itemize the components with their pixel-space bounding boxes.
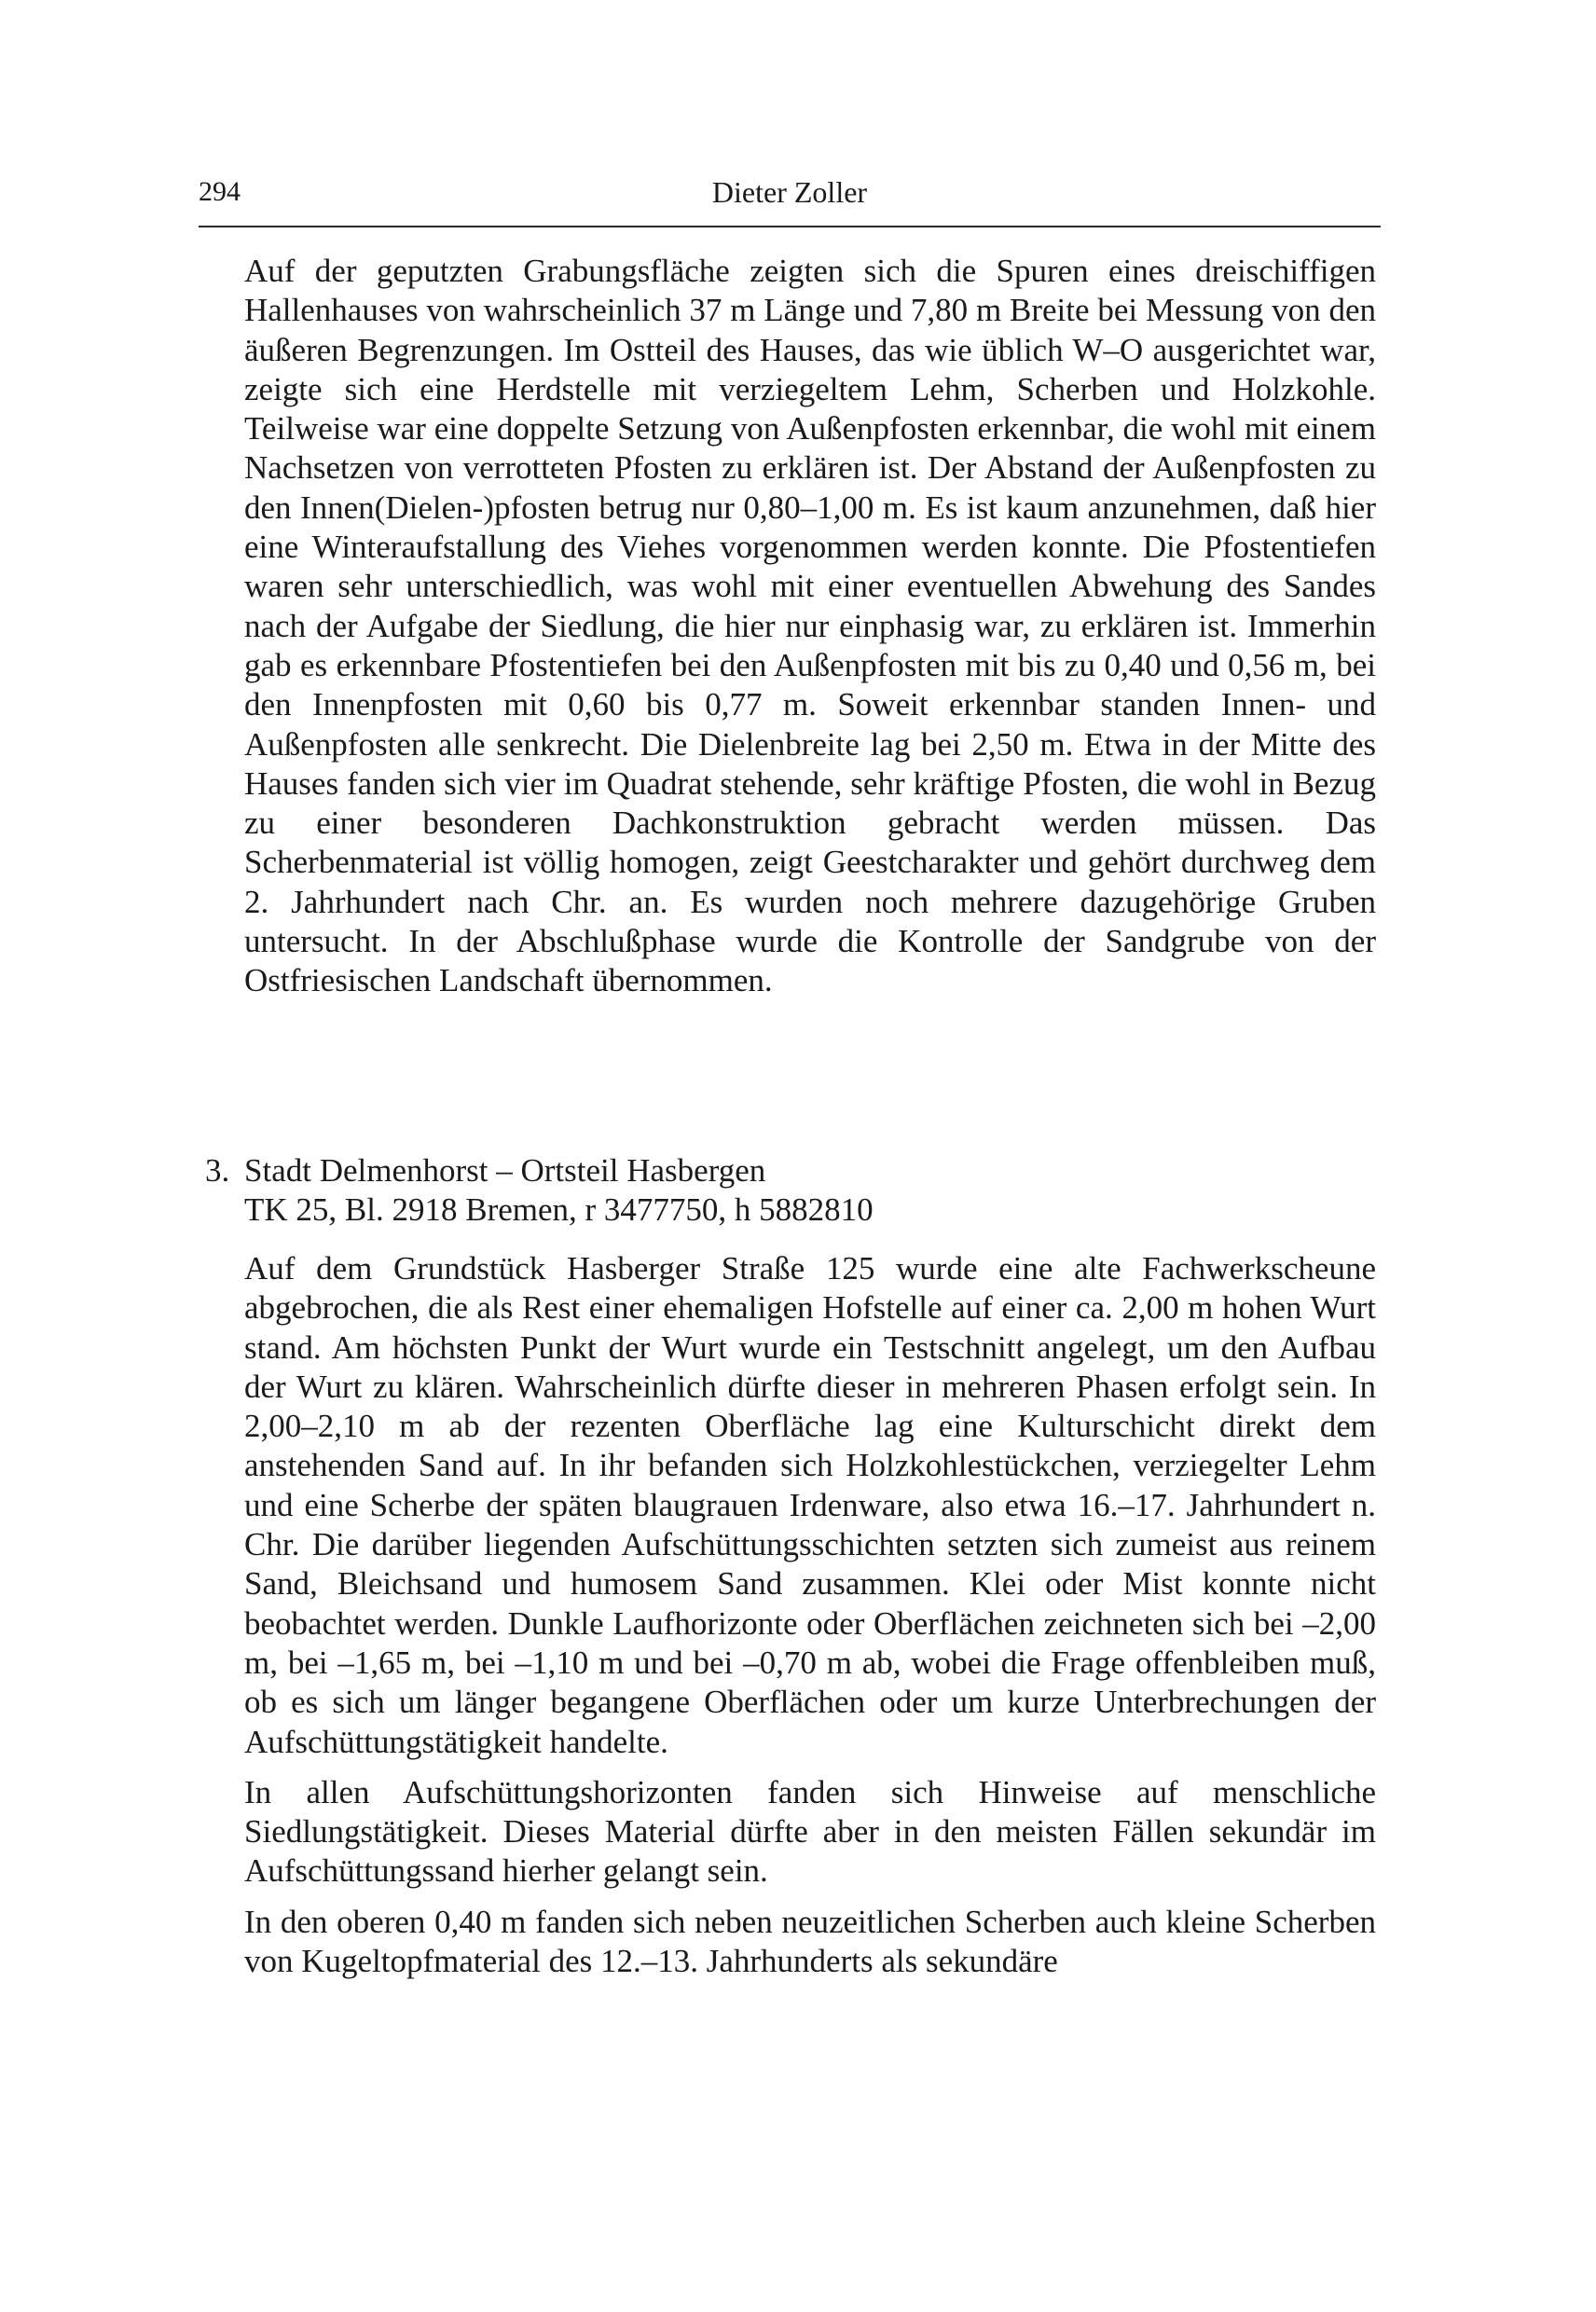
section-heading-lines (244, 1151, 874, 1231)
page-header (199, 173, 1381, 227)
section-number: 3. (205, 1152, 230, 1189)
paragraph: In allen Aufschüttungshorizonten fanden sich Hinweise auf menschliche Siedlungstätigkeit. Dieses Material dürfte aber in den meisten Fällen sekundär im Aufschüttungssand hierher gelangt sein. (244, 1773, 1376, 1890)
paragraph: Auf der geputzten Grabungsfläche zeigten sich die Spuren eines dreischiffigen Hallenhauses von wahrscheinlich 37 m Länge und 7,80 m Breite bei Messung von den äußeren Begrenzungen. Im Ostteil des Hauses, das wie üblich W–O ausgerichtet war, zeigte sich eine Herdstelle mit verziegeltem Lehm, Scherben und Holzkohle. Teilweise war eine doppelte Setzung von Außenpfosten erkennbar, die wohl mit einem Nachsetzen von verrotteten Pfosten zu erklären ist. Der Abstand der Außenpfosten zu den Innen(Dielen-)pfosten betrug nur 0,80–1,00 m. Es ist kaum anzunehmen, daß hier eine Winteraufstallung des Viehes vorgenommen werden konnte. Die Pfostentiefen waren sehr unterschiedlich, was wohl mit einer eventuellen Abwehung des Sandes nach der Aufgabe der Siedlung, die hier nur einphasig war, zu erklären ist. Immerhin gab es erkennbare Pfostentiefen bei den Außenpfosten mit bis zu 0,40 und 0,56 m, bei den Innenpfosten mit 0,60 bis 0,77 m. Soweit erkennbar standen Innen- und Außenpfosten alle senkrecht. Die Dielenbreite lag bei 2,50 m. Etwa in der Mitte des Hauses fanden sich vier im Quadrat stehende, sehr kräftige Pfosten, die wohl in Bezug zu einer besonderen Dachkonstruktion gebracht werden müssen. Das Scherbenmaterial ist völlig homogen, zeigt Geestcharakter und gehört durchweg dem 2. Jahrhundert nach Chr. an. Es wurden noch mehrere dazugehörige Gruben untersucht. In der Abschlußphase wurde die Kontrolle der Sandgrube von der Ostfriesischen Landschaft übernommen. (244, 253, 1376, 999)
paragraph: Auf dem Grundstück Hasberger Straße 125 wurde eine alte Fachwerkscheune abgebrochen, die als Rest einer ehemaligen Hofstelle auf einer ca. 2,00 m hohen Wurt stand. Am höchsten Punkt der Wurt wurde ein Testschnitt angelegt, um den Aufbau der Wurt zu klären. Wahrscheinlich dürfte dieser in mehreren Phasen erfolgt sein. In 2,00–2,10 m ab der rezenten Oberfläche lag eine Kulturschicht direkt dem anstehenden Sand auf. In ihr befanden sich Holzkohlestückchen, verziegelter Lehm und eine Scherbe der späten blaugrauen Irdenware, also etwa 16.–17. Jahrhundert n. Chr. Die darüber liegenden Aufschüttungsschichten setzten sich zumeist aus reinem Sand, Bleichsand und humosem Sand zusammen. Klei oder Mist konnte nicht beobachtet werden. Dunkle Laufhorizonte oder Oberflächen zeichneten sich bei –2,00 m, bei –1,65 m, bei –1,10 m und bei –0,70 m ab, wobei die Frage offenbleiben muß, ob es sich um länger begangene Oberflächen oder um kurze Unterbrechungen der Aufschüttungstätigkeit handelte. (244, 1250, 1376, 1760)
continuation-text (244, 252, 1376, 1001)
running-head: Dieter Zoller (711, 175, 868, 209)
page-number: 294 (199, 176, 241, 207)
paragraph: In den oberen 0,40 m fanden sich neben neuzeitlichen Scherben auch kleine Scherben von Kugeltopfmaterial des 12.–13. Jahrhunderts als sekundäre (244, 1903, 1376, 1980)
section-map-reference: TK 25, Bl. 2918 Bremen, r 3477750, h 5882810 (244, 1191, 874, 1229)
section-body (244, 1249, 1376, 1992)
section-title: Stadt Delmenhorst – Ortsteil Hasbergen (244, 1152, 766, 1189)
